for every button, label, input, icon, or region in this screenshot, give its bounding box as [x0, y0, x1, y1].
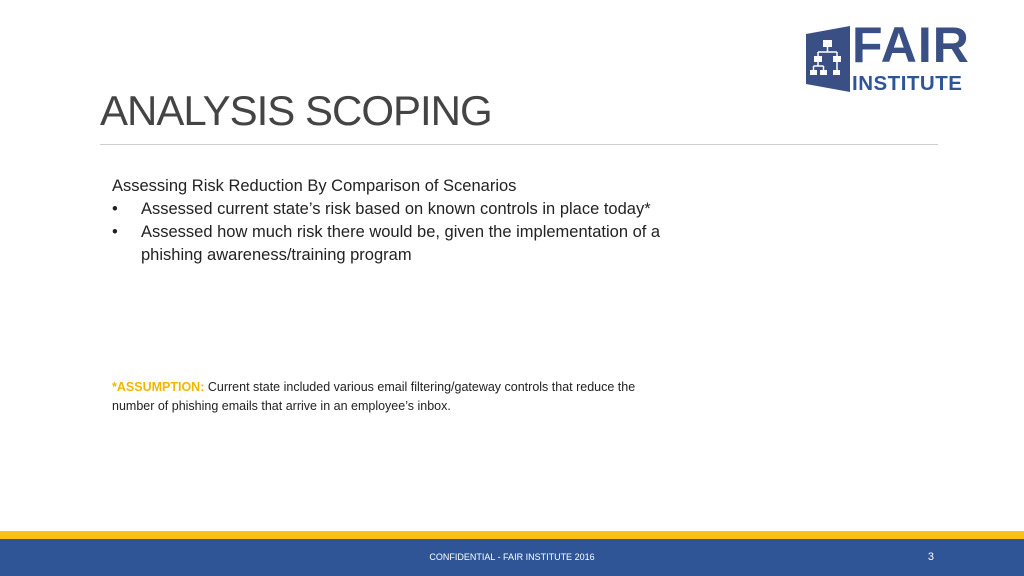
assumption-label: *ASSUMPTION: [112, 380, 205, 394]
bullet-icon: • [112, 200, 118, 218]
bullet-text: Assessed current state’s risk based on known controls in place today* [141, 200, 651, 218]
fair-institute-logo [806, 17, 990, 96]
bullet-icon: • [112, 223, 118, 241]
logo-subword: INSTITUTE [852, 72, 963, 95]
slide-title: ANALYSIS SCOPING [100, 87, 492, 134]
org-chart-icon [806, 26, 850, 92]
footer-bar [0, 539, 1024, 576]
section-heading: Assessing Risk Reduction By Comparison of Scenarios [112, 177, 517, 195]
slide-body [112, 175, 712, 267]
assumption-note [112, 378, 652, 416]
bullet-item [112, 221, 712, 267]
title-divider [100, 144, 938, 145]
bullet-item [112, 198, 712, 221]
logo-wordmark: FAIR [852, 17, 970, 73]
bullet-list [112, 198, 712, 267]
footer-confidential-text: CONFIDENTIAL - FAIR INSTITUTE 2016 [429, 552, 595, 562]
bullet-text: Assessed how much risk there would be, given the implementation of a phishing awareness/training program [141, 223, 661, 264]
assumption-text: Current state included various email filtering/gateway controls that reduce the number of phishing emails that arrive in an employee’s inbox. [112, 380, 636, 413]
footer-accent-band [0, 531, 1024, 539]
page-number: 3 [927, 551, 934, 563]
